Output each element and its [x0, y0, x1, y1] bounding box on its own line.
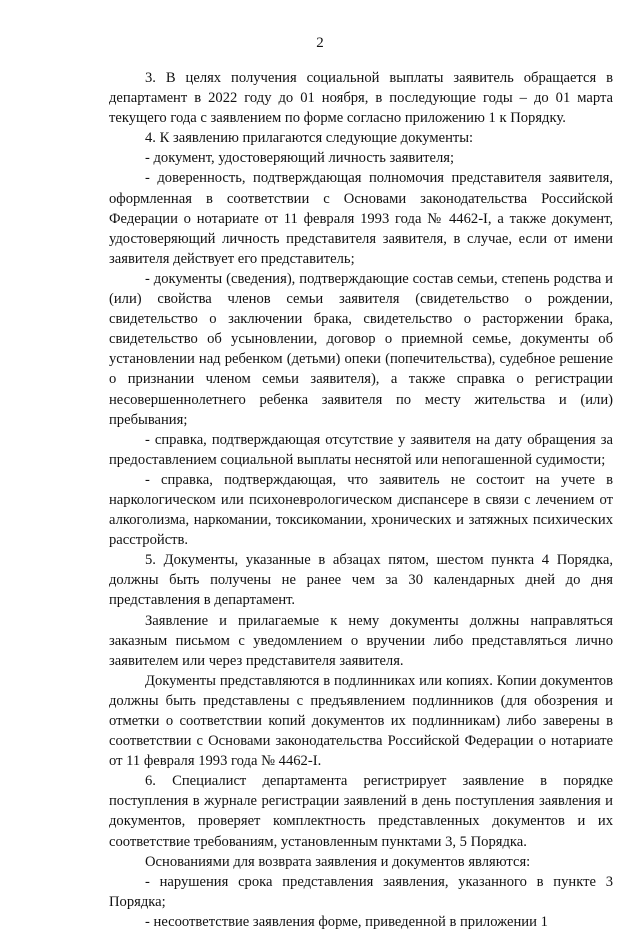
list-item-criminal-record-certificate: - справка, подтверждающая отсутствие у заявителя на дату обращения за предоставлением социальной выплаты неснятой или непогашенной судимости;	[109, 431, 613, 468]
paragraph-return-grounds: Основаниями для возврата заявления и документов являются:	[145, 853, 531, 870]
page-number: 2	[316, 35, 324, 51]
document-body	[109, 68, 613, 932]
paragraph-item-5-validity: 5. Документы, указанные в абзацах пятом, шестом пункта 4 Порядка, должны быть получены не ранее чем за 30 календарных дней до дня представления в департамент.	[109, 552, 613, 609]
list-item-identity-document: - документ, удостоверяющий личность заявителя;	[145, 150, 455, 167]
list-item-power-of-attorney: - доверенность, подтверждающая полномочия представителя заявителя, оформленная в соответствии с Основами законодательства Российской Федерации о нотариате от 11 февраля 1993 года № 4462-I, а также документ, удостоверяющий личность представителя заявителя, в случае, если от имени заявителя действует его представитель;	[109, 170, 613, 267]
paragraph-item-4-documents: 4. К заявлению прилагаются следующие документы:	[145, 130, 474, 147]
list-item-form-mismatch: - несоответствие заявления форме, приведенной в приложении 1	[145, 913, 548, 930]
paragraph-submission-method: Заявление и прилагаемые к нему документы должны направляться заказным письмом с уведомлением о вручении либо представляться лично заявителем или через представителя заявителя.	[109, 612, 613, 669]
list-item-deadline-violation: - нарушения срока представления заявления, указанного в пункте 3 Порядка;	[109, 873, 613, 910]
list-item-family-documents: - документы (сведения), подтверждающие состав семьи, степень родства и (или) свойства членов семьи заявителя (свидетельство о рождении, свидетельство о заключении брака, свидетельство о расторжении брака, свидетельство об усыновлении, договор о приемной семье, документы об установлении над ребенком (детьми) опеки (попечительства), судебное решение о признании членом семьи заявителя), а также справка о регистрации несовершеннолетнего ребенка заявителя по месту жительства и (или) пребывания;	[109, 270, 613, 428]
paragraph-item-6-registration: 6. Специалист департамента регистрирует заявление в порядке поступления в журнале регистрации заявлений в день поступления заявления и документов, проверяет комплектность представленных документов и их соответствие требованиям, установленным пунктами 3, 5 Порядка.	[109, 773, 613, 850]
list-item-dispensary-certificate: - справка, подтверждающая, что заявитель не состоит на учете в наркологическом или психоневрологическом диспансере в связи с лечением от алкоголизма, наркомании, токсикомании, хронических и затяжных психических расстройств.	[109, 471, 613, 549]
paragraph-item-3-deadline: 3. В целях получения социальной выплаты заявитель обращается в департамент в 2022 году до 01 ноября, в последующие годы – до 01 марта текущего года с заявлением по форме согласно приложению 1 к Порядку.	[109, 70, 613, 127]
paragraph-originals-or-copies: Документы представляются в подлинниках или копиях. Копии документов должны быть представлены с предъявлением подлинников (для обозрения и отметки о соответствии копий документов их подлинникам) либо заверены в соответствии с Основами законодательства Российской Федерации о нотариате от 11 февраля 1993 года № 4462-I.	[109, 672, 613, 770]
